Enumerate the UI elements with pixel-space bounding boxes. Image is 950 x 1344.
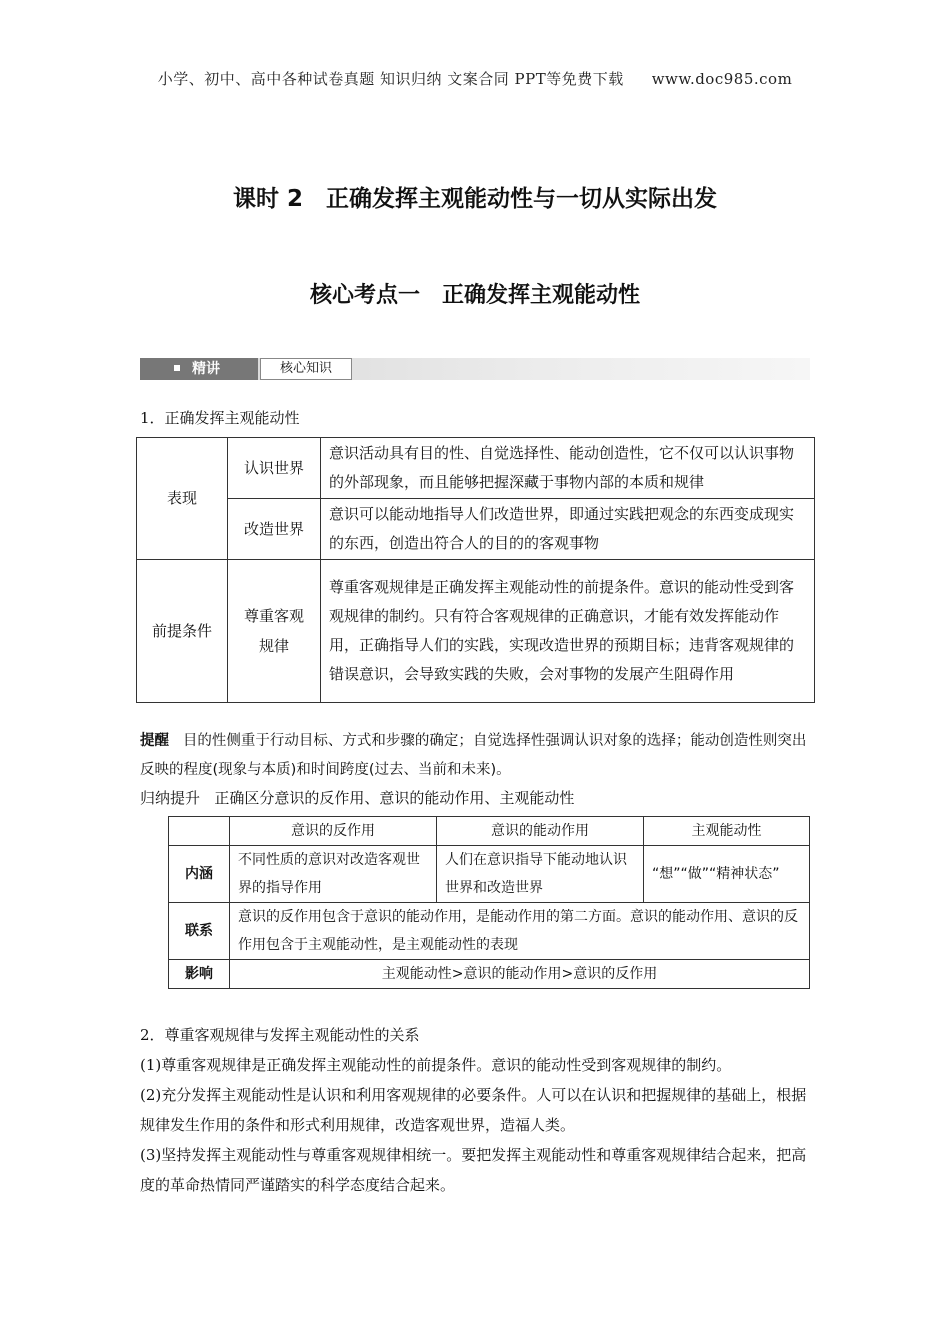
column-header: 主观能动性	[644, 817, 810, 846]
header-text: 小学、初中、高中各种试卷真题 知识归纳 文案合同 PPT等免费下载	[157, 70, 624, 88]
table-capability	[136, 437, 815, 703]
column-header: 意识的反作用	[230, 817, 437, 846]
cell-sub: 认识世界	[228, 438, 321, 499]
table-row	[137, 560, 815, 703]
section-subtitle: 核心考点一 正确发挥主观能动性	[309, 283, 640, 308]
row-label: 联系	[169, 903, 230, 960]
cell-category: 前提条件	[137, 560, 228, 703]
cell-sub: 尊重客观规律	[228, 560, 321, 703]
table-row	[169, 846, 810, 903]
summary-text: 正确区分意识的反作用、意识的能动作用、主观能动性	[214, 789, 575, 807]
banner-tab: 核心知识	[260, 358, 352, 380]
paragraph: (1)尊重客观规律是正确发挥主观能动性的前提条件。意识的能动性受到客观规律的制约。	[140, 1056, 732, 1074]
reminder-label: 提醒	[140, 733, 169, 749]
banner-left-label: 精讲	[192, 361, 220, 377]
header-empty	[169, 817, 230, 846]
lesson-title: 课时 2 正确发挥主观能动性与一切从实际出发	[232, 186, 717, 212]
table-row	[137, 438, 815, 499]
paragraph: (2)充分发挥主观能动性是认识和利用客观规律的必要条件。人可以在认识和把握规律的基础上，根据规律发生作用的条件和形式利用规律，改造客观世界，造福人类。	[140, 1086, 807, 1134]
summary-heading	[140, 787, 574, 808]
cell-category: 表现	[137, 438, 228, 560]
reminder-note	[140, 727, 815, 785]
paragraph: (3)坚持发挥主观能动性与尊重客观规律相统一。要把发挥主观能动性和尊重客观规律结合起来，把高度的革命热情同严谨踏实的科学态度结合起来。	[140, 1146, 807, 1194]
reminder-text: 目的性侧重于行动目标、方式和步骤的确定；自觉选择性强调认识对象的选择；能动创造性则突出反映的程度(现象与本质)和时间跨度(过去、当前和未来)。	[140, 733, 807, 778]
table-row	[169, 960, 810, 989]
column-header: 意识的能动作用	[437, 817, 644, 846]
row-label: 影响	[169, 960, 230, 989]
table-comparison	[168, 816, 810, 989]
summary-label: 归纳提升	[140, 789, 201, 807]
cell-text: 意识活动具有目的性、自觉选择性、能动创造性，它不仅可以认识事物的外部现象，而且能够把握深藏于事物内部的本质和规律	[321, 438, 815, 499]
cell-text: 人们在意识指导下能动地认识世界和改造世界	[437, 846, 644, 903]
table-row	[137, 499, 815, 560]
table-row	[169, 817, 810, 846]
table-row	[169, 903, 810, 960]
section-banner	[140, 358, 810, 380]
section2-heading: 2．尊重客观规律与发挥主观能动性的关系	[140, 1026, 420, 1044]
cell-text: “想”“做”“精神状态”	[644, 846, 810, 903]
row-label: 内涵	[169, 846, 230, 903]
section1-heading: 1．正确发挥主观能动性	[140, 409, 300, 427]
cell-text: 意识可以能动地指导人们改造世界，即通过实践把观念的东西变成现实的东西，创造出符合人的目的的客观事物	[321, 499, 815, 560]
cell-text: 尊重客观规律是正确发挥主观能动性的前提条件。意识的能动性受到客观规律的制约。只有符合客观规律的正确意识，才能有效发挥能动作用，正确指导人们的实践，实现改造世界的预期目标；违背客观规律的错误意识，会导致实践的失败，会对事物的发展产生阻碍作用	[321, 560, 815, 703]
cell-text: 意识的反作用包含于意识的能动作用，是能动作用的第二方面。意识的能动作用、意识的反作用包含于主观能动性，是主观能动性的表现	[230, 903, 810, 960]
banner-left	[140, 358, 258, 380]
cell-sub: 改造世界	[228, 499, 321, 560]
page-header	[0, 68, 950, 89]
cell-text: 主观能动性>意识的能动作用>意识的反作用	[230, 960, 810, 989]
square-bullet-icon	[174, 365, 180, 371]
cell-text: 不同性质的意识对改造客观世界的指导作用	[230, 846, 437, 903]
header-site: www.doc985.com	[651, 70, 793, 88]
